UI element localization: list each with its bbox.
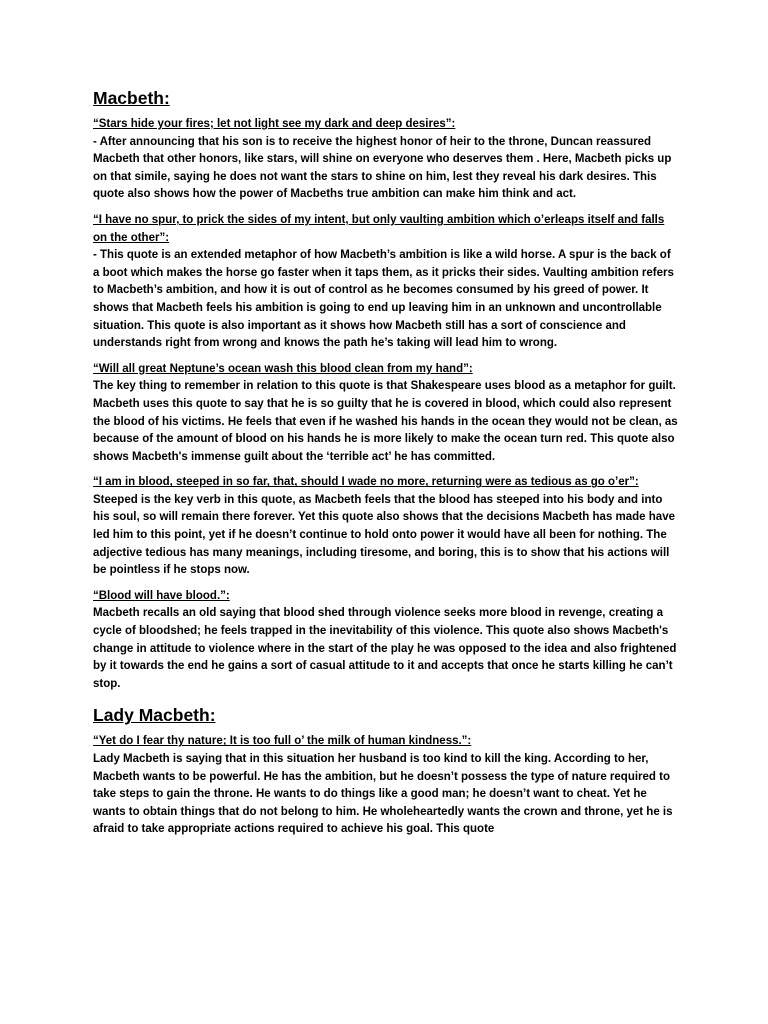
quote-section <box>93 474 678 580</box>
section-heading-lady-macbeth: Lady Macbeth: <box>93 705 216 726</box>
quote-text: “I am in blood, steeped in so far, that, should I wade no more, returning were as tedious as go o’er”: <box>93 476 639 489</box>
document-page <box>93 86 678 847</box>
quote-text: “Yet do I fear thy nature; It is too full o’ the milk of human kindness.”: <box>93 735 472 748</box>
quote-analysis: - This quote is an extended metaphor of how Macbeth’s ambition is like a wild horse. A spur is the back of a boot which makes the horse go faster when it taps them, as it pricks their sides. Vaulting ambition refers to Macbeth’s ambition, and how it is out of control as he becomes consumed by his greed of power. It shows that Macbeth feels his ambition is going to end up leaving him in an unknown and uncontrollable situation. This quote is also important as it shows how Macbeth still has a sort of conscience and understands right from wrong and knows the path he’s taking will lead him to wrong. <box>93 249 674 350</box>
quote-text: “Blood will have blood.”: <box>93 589 230 602</box>
quote-text: “I have no spur, to prick the sides of my intent, but only vaulting ambition which o’erleaps itself and falls on the other”: <box>93 213 665 244</box>
quote-text: “Will all great Neptune’s ocean wash this blood clean from my hand”: <box>93 362 473 375</box>
quote-section <box>93 212 678 353</box>
quote-analysis: - After announcing that his son is to receive the highest honor of heir to the throne, Duncan reassured Macbeth that other honors, like stars, will shine on everyone who deserves them . Here, Macbeth picks up on that simile, saying he does not want the stars to shine on him, lest they reveal his dark desires. This quote also shows how the power of Macbeths true ambition can make him think and act. <box>93 135 672 201</box>
quote-section <box>93 588 678 694</box>
quote-section <box>93 733 678 839</box>
quote-analysis: Lady Macbeth is saying that in this situation her husband is too kind to kill the king. According to her, Macbeth wants to be powerful. He has the ambition, but he doesn’t possess the type of nature required to take steps to gain the throne. He wants to do things like a good man; he doesn’t want to cheat. Yet he wants to obtain things that do not belong to him. He wholeheartedly wants the crown and throne, yet he is afraid to take appropriate actions required to achieve his goal. This quote <box>93 753 673 836</box>
section-heading-macbeth: Macbeth: <box>93 88 170 108</box>
quote-analysis: Steeped is the key verb in this quote, as Macbeth feels that the blood has steeped into his body and into his soul, so will remain there forever. Yet this quote also shows that the decisions Macbeth has made have led him to this point, yet if he doesn’t continue to hold onto power it would have all been for nothing. The adjective tedious has many meanings, including tiresome, and boring, this is to show that his actions will be pointless if he stops now. <box>93 493 675 577</box>
quote-text: “Stars hide your fires; let not light see my dark and deep desires”: <box>93 118 456 130</box>
quote-section <box>93 116 678 204</box>
quote-section <box>93 361 678 467</box>
quote-analysis: The key thing to remember in relation to this quote is that Shakespeare uses blood as a metaphor for guilt. Macbeth uses this quote to say that he is so guilty that he is covered in blood, which could also represent the blood of his victims. He feels that even if he washed his hands in the ocean they would not be clean, as because of the amount of blood on his hands he is more likely to make the ocean turn red. This quote also shows Macbeth's immense guilt about the ‘terrible act’ he has committed. <box>93 380 678 463</box>
quote-analysis: Macbeth recalls an old saying that blood shed through violence seeks more blood in revenge, creating a cycle of bloodshed; he feels trapped in the inevitability of this violence. This quote also shows Macbeth's change in attitude to violence where in the start of the play he was opposed to the idea and also frightened by it towards the end he gains a sort of casual attitude to it and accepts that once he starts killing he can’t stop. <box>93 607 677 690</box>
